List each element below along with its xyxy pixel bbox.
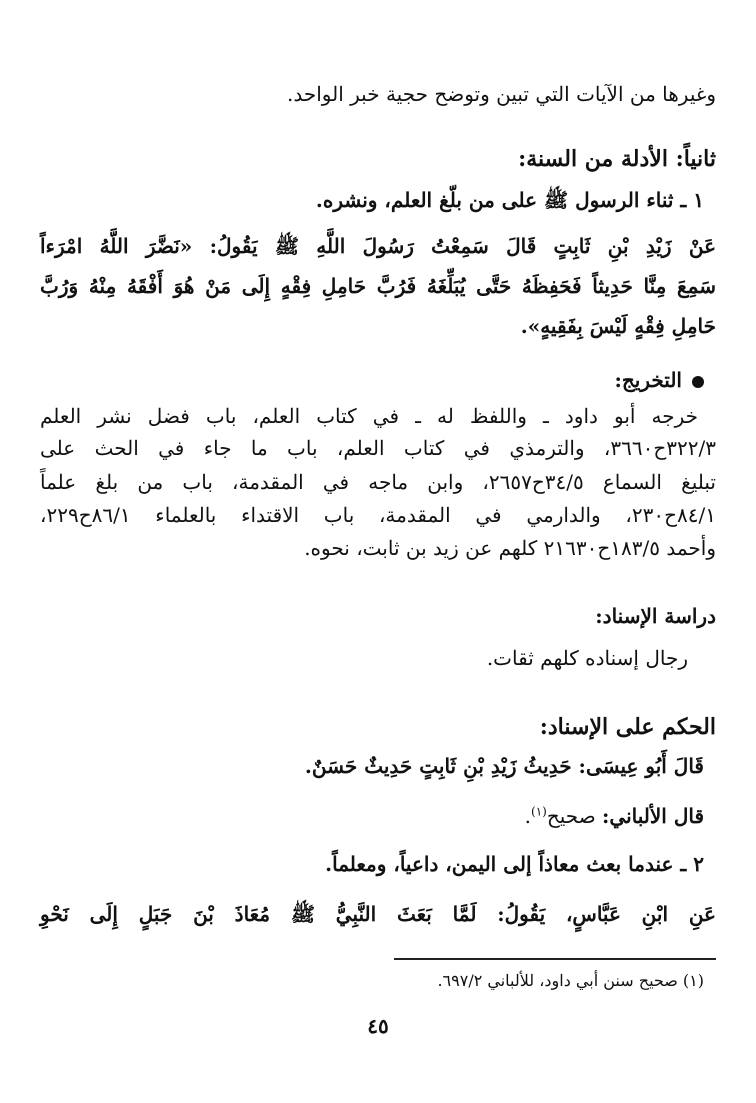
point-1-heading: ١ ـ ثناء الرسول ﷺ على من بلّغ العلم، ونشره. xyxy=(315,188,704,212)
abu-isa-ruling: قَالَ أَبُو عِيسَى: حَدِيثُ زَيْدِ بْنِ ثَابِتٍ حَدِيثٌ حَسَنٌ. xyxy=(304,754,704,778)
isnad-study-heading: دراسة الإسناد: xyxy=(595,604,716,628)
takhrij-line-2: ٣٢٢/٣ح٣٦٦٠، والترمذي في كتاب العلم، باب ما جاء في الحث على xyxy=(40,436,716,460)
hadith-1-line-1: عَنْ زَيْدِ بْنِ ثَابِتٍ قَالَ سَمِعْتُ رَسُولَ اللَّهِ ﷺ يَقُولُ: «نَضَّرَ اللَّهُ امْرَءاً xyxy=(40,234,716,258)
section-heading-sunnah: ثانياً: الأدلة من السنة: xyxy=(518,146,716,172)
hadith-1-line-3: حَامِلِ فِقْهٍ لَيْسَ بِفَقِيهٍ». xyxy=(520,314,716,338)
hadith-2-line-1: عَنِ ابْنِ عَبَّاسٍ، يَقُولُ: لَمَّا بَعَثَ النَّبِيُّ ﷺ مُعَاذَ بْنَ جَبَلٍ إِلَى نَحْوِ xyxy=(40,902,716,926)
point-2-heading: ٢ ـ عندما بعث معاذاً إلى اليمن، داعياً، ومعلماً. xyxy=(325,852,704,876)
intro-line: وغيرها من الآيات التي تبين وتوضح حجية خبر الواحد. xyxy=(287,82,716,106)
takhrij-line-5: وأحمد ١٨٣/٥ح٢١٦٣٠ كلهم عن زيد بن ثابت، نحوه. xyxy=(304,536,716,560)
bullet-icon xyxy=(692,376,704,388)
takhrij-line-1: خرجه أبو داود ـ واللفظ له ـ في كتاب العلم، باب فضل نشر العلم xyxy=(40,404,698,428)
hukm-heading: الحكم على الإسناد: xyxy=(539,714,716,740)
page-number: ٤٥ xyxy=(367,1014,389,1038)
hadith-1-line-2: سَمِعَ مِنَّا حَدِيثاً فَحَفِظَهُ حَتَّى يُبَلِّغَهُ فَرُبَّ حَامِلِ فِقْهٍ إِلَى مَنْ هُوَ أَفْقَهُ مِنْهُ وَرُبَّ xyxy=(40,274,716,298)
albani-ruling: قال الألباني: صحيح$^{(١)}$. xyxy=(524,804,704,828)
takhrij-label: التخريج: xyxy=(614,368,682,392)
takhrij-line-4: ٨٤/١ح٢٣٠، والدارمي في المقدمة، باب الاقتداء بالعلماء ٨٦/١ح٢٢٩، xyxy=(40,503,716,527)
takhrij-heading xyxy=(615,368,705,392)
albani-label: قال الألباني: xyxy=(602,804,704,828)
footnote-divider xyxy=(394,958,716,960)
albani-value: صحيح xyxy=(546,804,596,828)
isnad-study-text: رجال إسناده كلهم ثقات. xyxy=(486,646,688,670)
footnote-marker: (١) xyxy=(531,804,547,819)
takhrij-line-3: تبليغ السماع ٣٤/٥ح٢٦٥٧، وابن ماجه في المقدمة، باب من بلغ علماً xyxy=(40,470,716,494)
footnote: (١) صحيح سنن أبي داود، للألباني ٦٩٧/٢. xyxy=(437,971,704,990)
